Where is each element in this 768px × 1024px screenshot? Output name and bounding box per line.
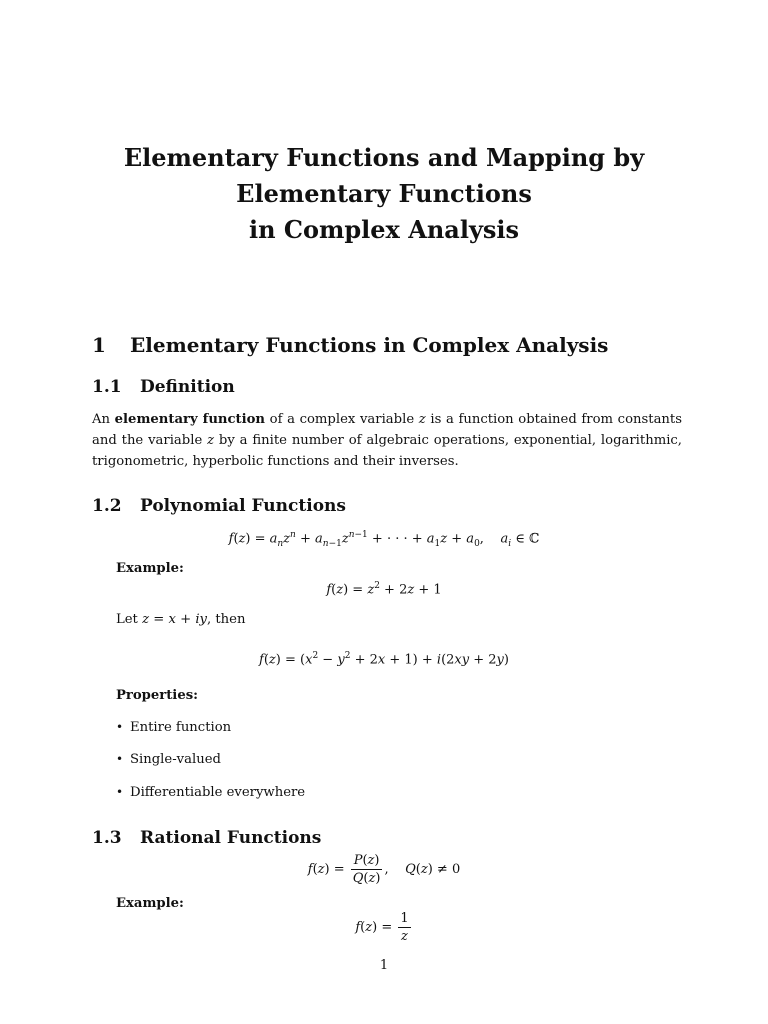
polynomial-expanded-equation: $f(z) = (x^2 - y^2 + 2x + 1) + i(2xy + 2y)$ xyxy=(259,651,509,668)
bullet-icon: • xyxy=(116,752,124,766)
bold-term: elementary function xyxy=(114,412,266,427)
list-item-text: Single-valued xyxy=(130,752,221,767)
definition-paragraph xyxy=(92,409,682,472)
text-run: of a complex variable xyxy=(265,412,419,427)
subsection-1-3-heading xyxy=(92,828,321,848)
math-variable: z xyxy=(418,412,426,427)
rational-example-equation: f(z) = $\frac{1}{z}$ xyxy=(355,911,409,944)
title-line-3: in Complex Analysis xyxy=(248,215,520,244)
math-variable: z xyxy=(207,433,215,448)
page-number: 1 xyxy=(379,958,389,973)
list-item xyxy=(116,720,231,735)
subsection-1-2-heading xyxy=(92,496,346,516)
subsection-title: Polynomial Functions xyxy=(140,496,346,516)
list-item-text: Entire function xyxy=(130,720,232,735)
subsection-1-1-heading xyxy=(92,377,235,397)
subsection-number: 1.2 xyxy=(92,496,122,516)
bullet-icon: • xyxy=(116,785,124,799)
text-run: , then xyxy=(206,612,246,627)
math-expression: z = x + iy xyxy=(142,612,207,627)
section-title: Elementary Functions in Complex Analysis xyxy=(130,333,609,357)
section-number: 1 xyxy=(92,333,106,357)
properties-label: Properties: xyxy=(116,688,199,703)
section-1-heading xyxy=(92,333,608,357)
subsection-number: 1.1 xyxy=(92,377,122,397)
bullet-icon: • xyxy=(116,720,124,734)
text-run: is a function obtained from constants and the variable xyxy=(92,412,682,448)
list-item-text: Differentiable everywhere xyxy=(130,785,306,800)
subsection-number: 1.3 xyxy=(92,828,122,848)
title-line-2: Elementary Functions xyxy=(236,179,532,208)
example-label: Example: xyxy=(116,896,184,911)
example-label: Example: xyxy=(116,561,184,576)
polynomial-example-equation: $f(z) = z^2 + 2z + 1$ xyxy=(326,581,442,598)
text-run: by a finite number of algebraic operations, exponential, logarithmic, trigonometric, hyperbolic functions and their inverses. xyxy=(92,433,682,469)
list-item xyxy=(116,785,305,800)
title-line-1: Elementary Functions and Mapping by xyxy=(123,143,645,172)
rational-general-equation: f(z) = $\frac{P(z)}{Q(z)}$ , Q(z) ≠ 0 xyxy=(307,853,461,886)
let-statement xyxy=(116,612,245,627)
document-title xyxy=(0,140,768,248)
subsection-title: Rational Functions xyxy=(140,828,322,848)
subsection-title: Definition xyxy=(140,377,235,397)
list-item xyxy=(116,752,221,767)
text-run: An xyxy=(92,412,115,427)
text-run: Let xyxy=(116,612,143,627)
polynomial-general-equation: $f(z) = a_nz^n + a_{n-1}z^{n-1}$ + · · · + $a_1z + a_0$, $a_i$ ∈ ℂ xyxy=(228,530,540,549)
